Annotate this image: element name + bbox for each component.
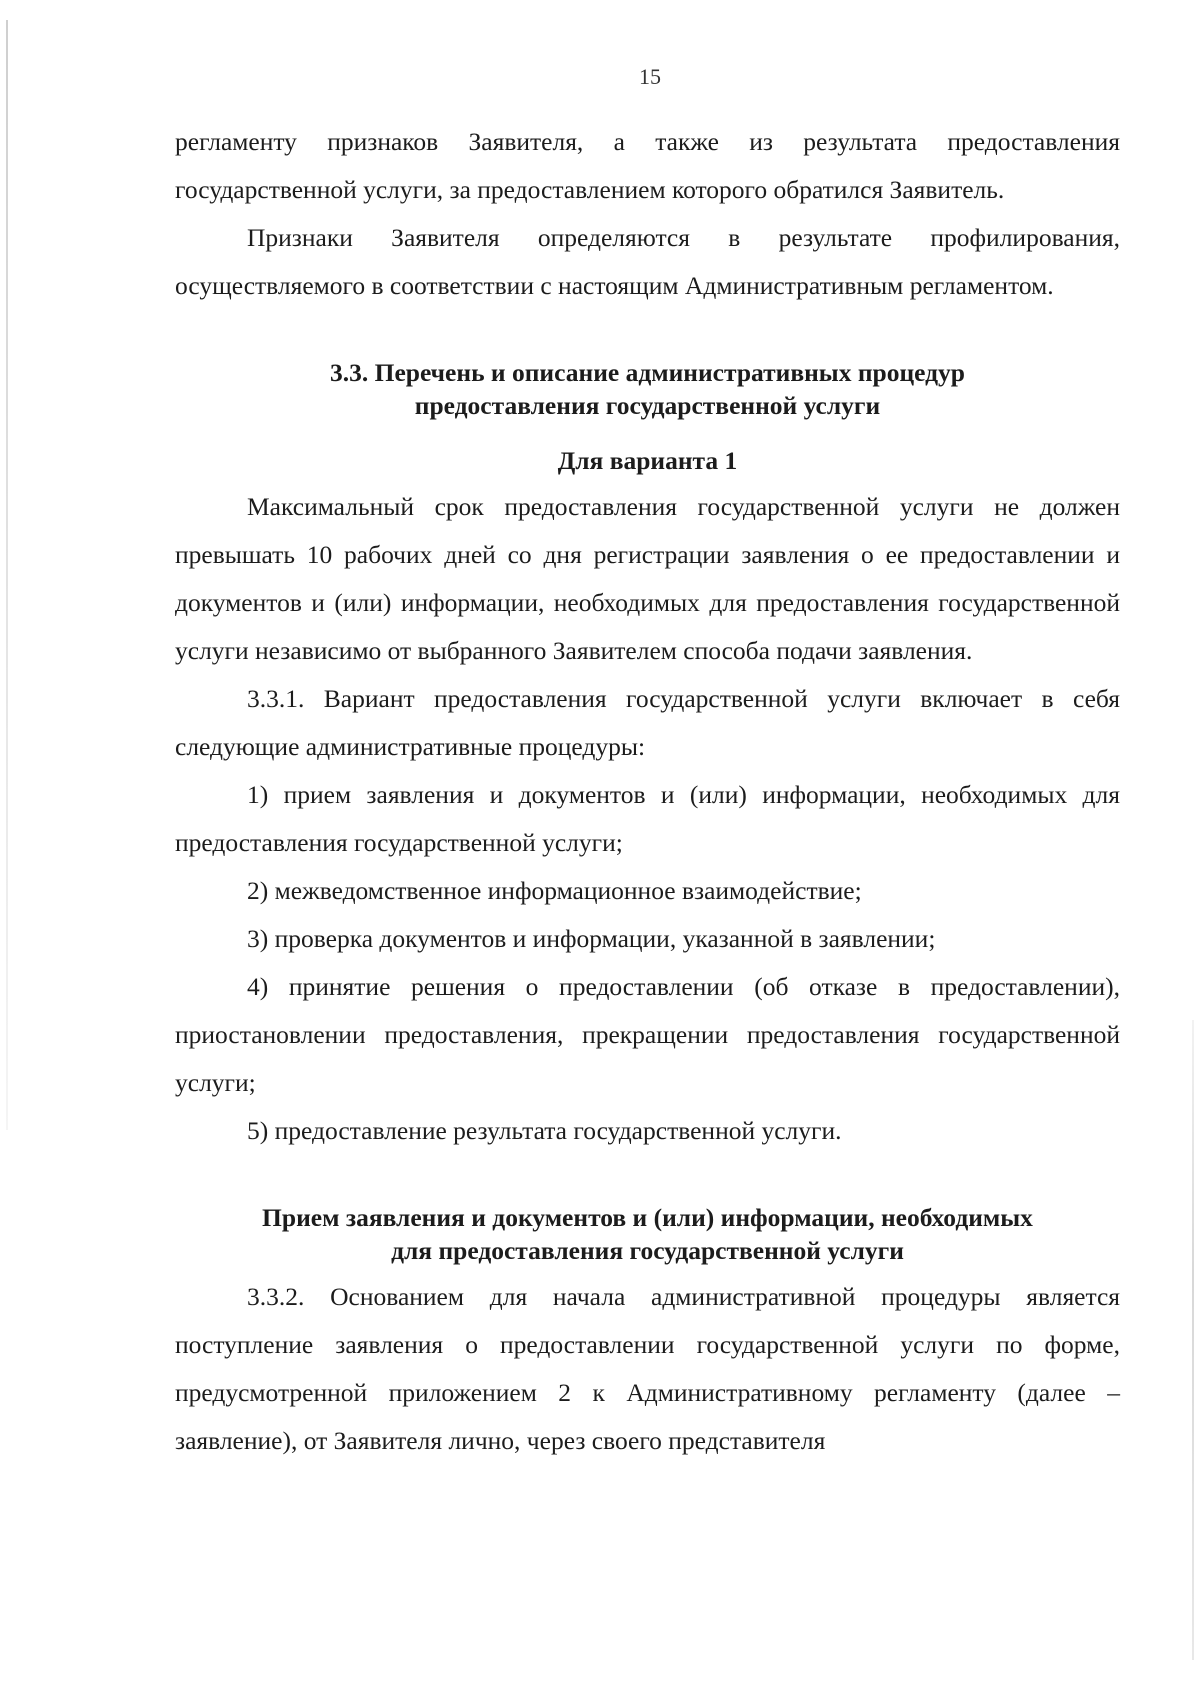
variant-heading: Для варианта 1 <box>557 446 738 475</box>
spacer <box>175 422 1120 444</box>
subsection-heading-line-1: Прием заявления и документов и (или) информации, необходимых <box>262 1203 1033 1232</box>
spacer <box>175 1155 1120 1201</box>
list-item-5: 5) предоставление результата государственной услуги. <box>247 1116 842 1145</box>
scan-edge-right <box>1192 1020 1194 1660</box>
document-body <box>175 118 1120 1465</box>
page-number: 15 <box>639 64 661 89</box>
list-item-3: 3) проверка документов и информации, указанной в заявлении; <box>247 924 936 953</box>
paragraph-3-3-1: 3.3.1. Вариант предоставления государственной услуги включает в себя следующие административные процедуры: <box>175 684 1120 761</box>
list-item-4: 4) принятие решения о предоставлении (об отказе в предоставлении), приостановлении предоставления, прекращении предоставления государственной услуги; <box>175 972 1120 1097</box>
spacer <box>175 310 1120 356</box>
scan-edge-left <box>6 20 8 1130</box>
paragraph-max-term: Максимальный срок предоставления государственной услуги не должен превышать 10 рабочих дней со дня регистрации заявления о ее предоставлении и документов и (или) информации, необходимых для предоставления государственной услуги независимо от выбранного Заявителем способа подачи заявления. <box>175 492 1120 665</box>
section-heading <box>175 356 1120 422</box>
paragraph-intro-2: Признаки Заявителя определяются в результате профилирования, осуществляемого в соответствии с настоящим Административным регламентом. <box>175 223 1120 300</box>
list-item-1: 1) прием заявления и документов и (или) информации, необходимых для предоставления государственной услуги; <box>175 780 1120 857</box>
list-item-2: 2) межведомственное информационное взаимодействие; <box>247 876 862 905</box>
section-heading-line-1: 3.3. Перечень и описание административных процедур <box>330 358 965 387</box>
subsection-heading-line-2: для предоставления государственной услуги <box>391 1236 904 1265</box>
section-heading-line-2: предоставления государственной услуги <box>414 391 881 420</box>
paragraph-3-3-2: 3.3.2. Основанием для начала административной процедуры является поступление заявления о предоставлении государственной услуги по форме, предусмотренной приложением 2 к Административному регламенту (далее – заявление), от Заявителя лично, через своего представителя <box>175 1282 1120 1455</box>
subsection-heading <box>175 1201 1120 1267</box>
paragraph-intro-1: регламенту признаков Заявителя, а также из результата предоставления государственной услуги, за предоставлением которого обратился Заявитель. <box>175 127 1120 204</box>
